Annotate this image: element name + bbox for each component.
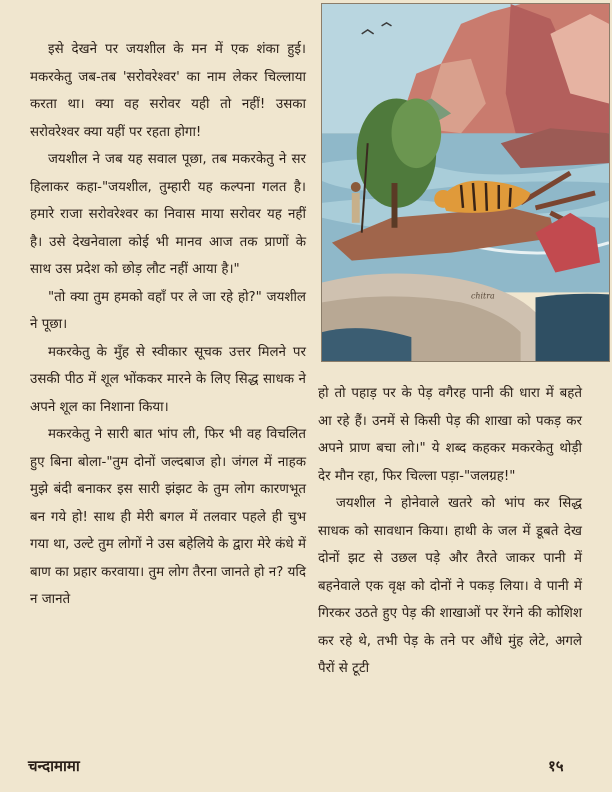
illustration-canvas bbox=[322, 4, 609, 361]
right-text-column bbox=[318, 380, 582, 683]
paragraph: मकरकेतु के मुँह से स्वीकार सूचक उत्तर मिलने पर उसकी पीठ में शूल भोंककर मारने के लिए सिद्ध साधक ने अपने शूल का निशाना किया। bbox=[30, 344, 306, 415]
paragraph: इसे देखने पर जयशील के मन में एक शंका हुई। मकरकेतु जब-तब 'सरोवरेश्वर' का नाम लेकर चिल्लाया करता था। क्या वह सरोवर यही तो नहीं! उसका सरोवरेश्वर क्या यहीं पर रहता होगा! bbox=[30, 42, 306, 140]
left-text-column bbox=[30, 36, 306, 614]
paragraph: जयशील ने जब यह सवाल पूछा, तब मकरकेतु ने सर हिलाकर कहा-"जयशील, तुम्हारी यह कल्पना गलत है। हमारे राजा सरोवरेश्वर का निवास माया सरोवर यह नहीं है। उसे देखनेवाला कोई भी मानव आज तक प्राणों के साथ उस प्रदेश को छोड़ लौट नहीं आया है।" bbox=[30, 152, 306, 277]
paragraph: मकरकेतु ने सारी बात भांप ली, फिर भी वह विचलित हुए बिना बोला-"तुम दोनों जल्दबाज हो। जंगल में नाहक मुझे बंदी बनाकर इस सारी झंझट के तुम लोग कारणभूत बन गये हो! साथ ही मेरी बगल में तलवार पहले ही चुभ गया था, उल्टे तुम लोगों ने उस बहेलिये के द्वारा मेरे कंधे में बाण का प्रहार करवाया। तुम लोग तैरना जानते हो न? यदि न जानते bbox=[30, 427, 306, 607]
paragraph: "तो क्या तुम हमको वहाँ पर ले जा रहे हो?" जयशील ने पूछा। bbox=[30, 289, 306, 332]
paragraph: हो तो पहाड़ पर के पेड़ वगैरह पानी की धारा में बहते आ रहे हैं। उनमें से किसी पेड़ की शाखा को पकड़ कर अपने प्राण बचा लो।" ये शब्द कहकर मकरकेतु थोड़ी देर मौन रहा, फिर चिल्ला पड़ा-"जलग्रह!" bbox=[318, 386, 582, 484]
story-illustration bbox=[321, 3, 610, 362]
magazine-name: चन्दामामा bbox=[28, 757, 80, 775]
page-number: १५ bbox=[548, 757, 564, 775]
artist-signature: chitra bbox=[470, 291, 495, 301]
paragraph: जयशील ने होनेवाले खतरे को भांप कर सिद्ध साधक को सावधान किया। हाथी के जल में डूबते देख दोनों झट से उछल पड़े और तैरते जाकर पानी में बहनेवाले एक वृक्ष को दोनों ने पकड़ लिया। वे पानी में गिरकर उठते हुए पेड़ की शाखाओं पर रेंगने की कोशिश कर रहे थे, तभी पेड़ के तने पर औंधे मुंह लेटे, अगले पैरों से टूटी bbox=[318, 496, 582, 676]
